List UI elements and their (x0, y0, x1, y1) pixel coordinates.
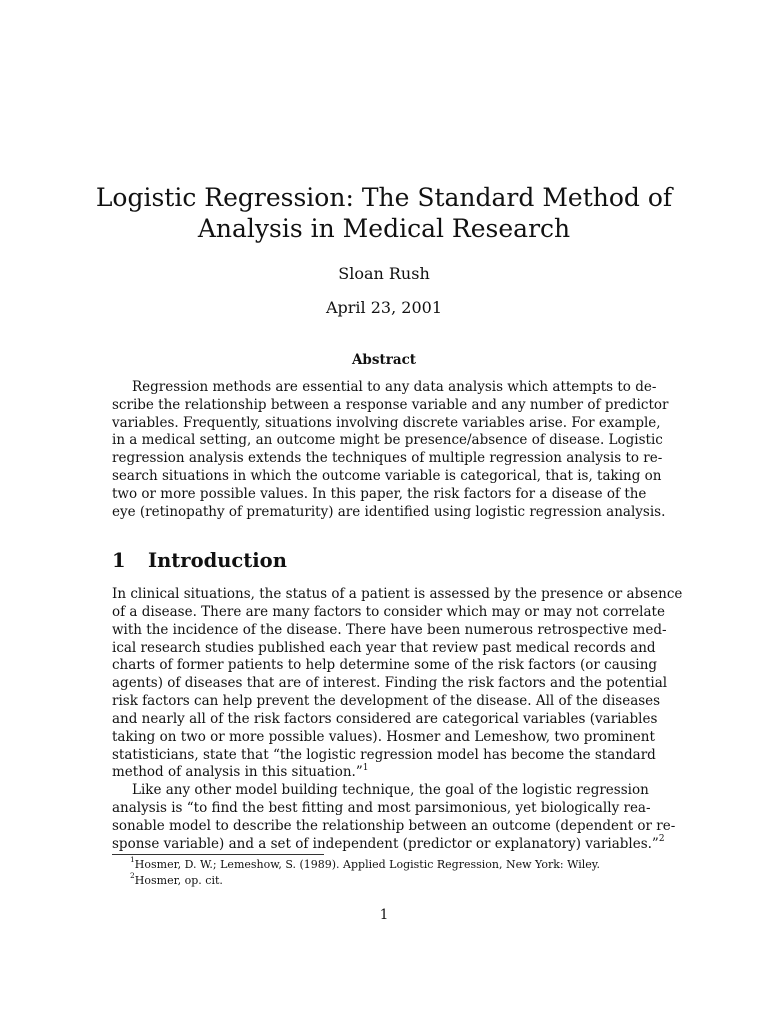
title-line-2: Analysis in Medical Research (197, 214, 571, 243)
footnote-divider (112, 854, 324, 855)
abstract-line: search situations in which the outcome variable is categorical, that is, taking on (112, 467, 662, 484)
abstract-line: in a medical setting, an outcome might be presence/absence of disease. Logistic (112, 432, 663, 449)
body-line: ical research studies published each year that review past medical records and (112, 639, 656, 656)
abstract-line: variables. Frequently, situations involving discrete variables arise. For example, (112, 414, 661, 431)
abstract-line: two or more possible values. In this paper, the risk factors for a disease of the (112, 485, 647, 502)
footnote-text: Hosmer, op. cit. (134, 874, 223, 887)
body-line: sonable model to describe the relationship between an outcome (dependent or re- (112, 817, 676, 834)
body-line-text: sponse variable) and a set of independent (predictor or explanatory) variables.” (112, 835, 659, 852)
paper-title (0, 182, 768, 244)
footnote-number: 2 (130, 871, 135, 881)
footnotes (130, 857, 600, 889)
title-line-1: Logistic Regression: The Standard Method of (95, 183, 673, 212)
footnote-text: Hosmer, D. W.; Lemeshow, S. (1989). Applied Logistic Regression, New York: Wiley. (134, 858, 601, 871)
body-line: Like any other model building technique, the goal of the logistic regression (132, 782, 649, 799)
footnote-marker[interactable]: 1 (362, 762, 369, 773)
abstract-body (112, 379, 669, 521)
abstract-line: regression analysis extends the techniques of multiple regression analysis to re- (112, 450, 663, 467)
body-line: with the incidence of the disease. There have been numerous retrospective med- (112, 621, 667, 638)
author-name: Sloan Rush (338, 264, 430, 283)
body-line (112, 834, 665, 854)
body-line: analysis is “to find the best fitting and most parsimonious, yet biologically rea- (112, 800, 651, 817)
body-line-text: method of analysis in this situation.” (112, 764, 363, 781)
footnote-number: 1 (130, 855, 135, 865)
section-title: Introduction (148, 549, 287, 572)
footnote-marker[interactable]: 2 (658, 834, 665, 845)
body-line: risk factors can help prevent the development of the disease. All of the diseases (112, 693, 661, 710)
abstract-line: scribe the relationship between a response variable and any number of predictor (112, 396, 669, 413)
section-number: 1 (112, 549, 126, 572)
body-line: taking on two or more possible values). Hosmer and Lemeshow, two prominent (112, 728, 655, 745)
abstract-line: eye (retinopathy of prematurity) are identified using logistic regression analysis. (112, 503, 666, 520)
body-line: statisticians, state that “the logistic regression model has become the standard (112, 746, 656, 763)
abstract-line: Regression methods are essential to any data analysis which attempts to de- (132, 379, 657, 395)
body-line: charts of former patients to help determine some of the risk factors (or causing (112, 657, 658, 674)
introduction-body (112, 586, 683, 854)
section-heading (112, 549, 287, 573)
abstract-heading: Abstract (351, 352, 417, 368)
body-line (112, 764, 642, 782)
body-line: In clinical situations, the status of a patient is assessed by the presence or absence (112, 586, 683, 602)
footnote-item (130, 873, 600, 889)
body-line: of a disease. There are many factors to consider which may or may not correlate (112, 603, 665, 620)
body-line: agents) of diseases that are of interest. Finding the risk factors and the potential (112, 675, 668, 692)
body-line: and nearly all of the risk factors considered are categorical variables (variables (112, 710, 658, 727)
footnote-item (130, 857, 600, 873)
page-number: 1 (379, 907, 389, 923)
publication-date: April 23, 2001 (325, 298, 442, 317)
